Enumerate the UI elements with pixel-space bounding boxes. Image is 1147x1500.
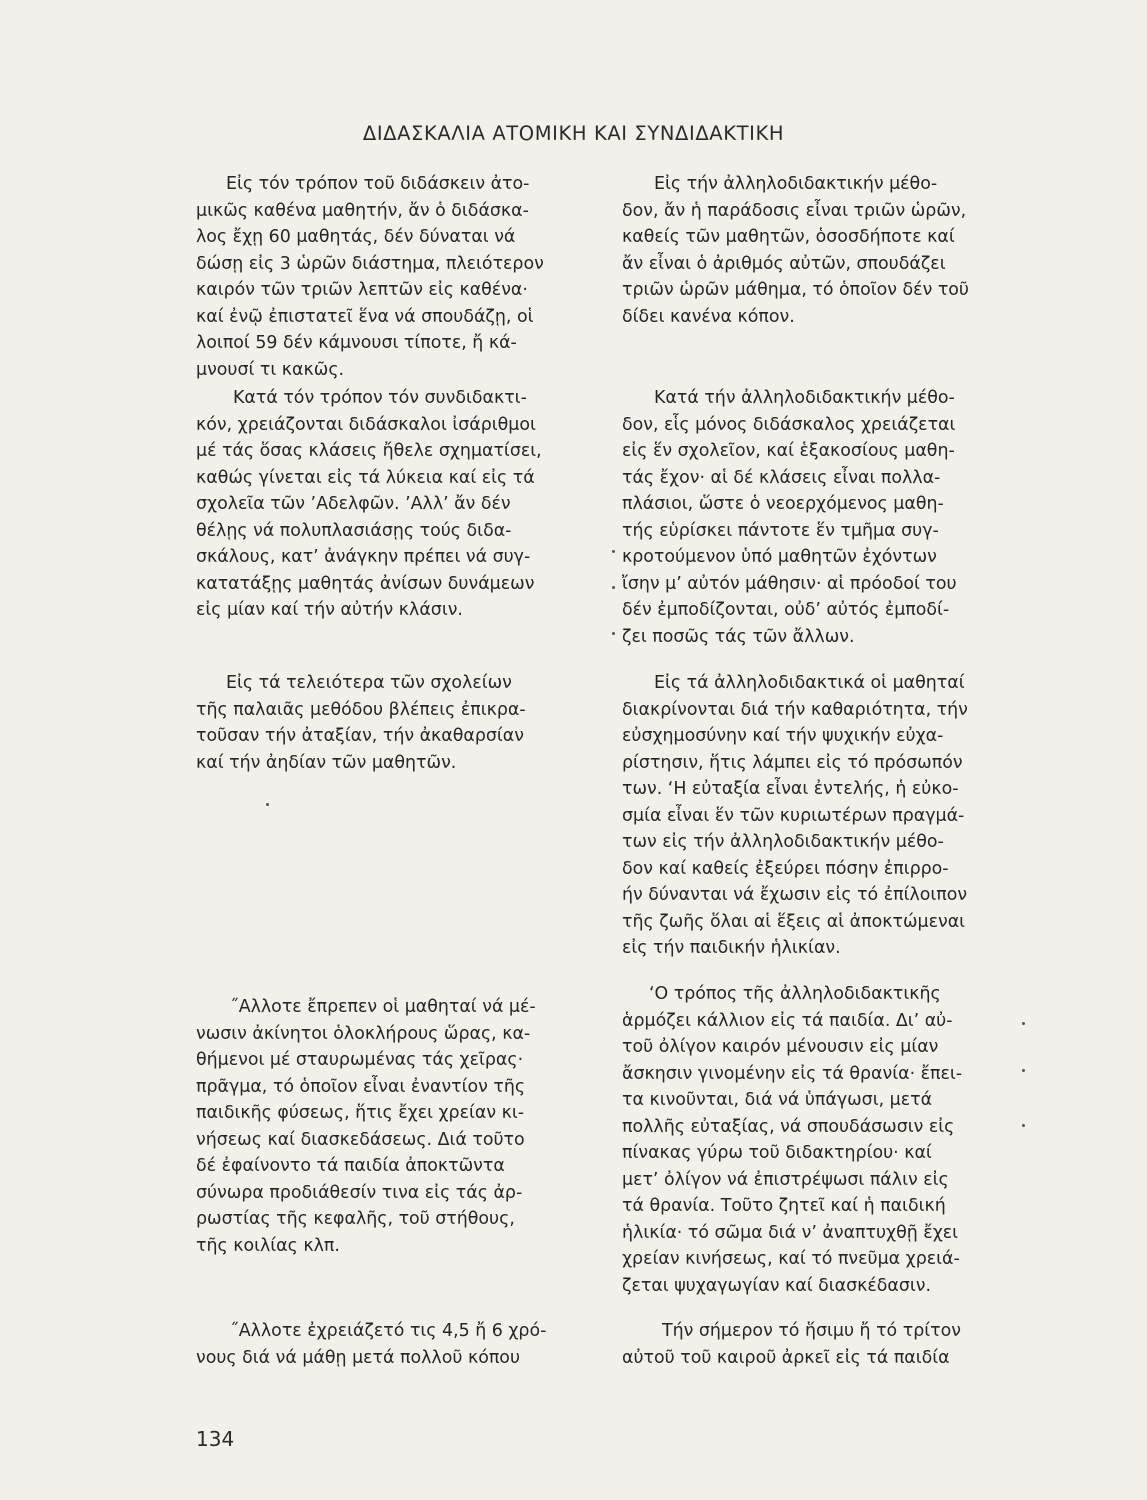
text-line: ˝Αλλοτε ἐχρειάζετό τις 4,5 ἤ 6 χρό-: [230, 1321, 547, 1341]
right-paragraph-2: [622, 385, 1032, 650]
text-line: τοῦ ὀλίγον καιρόν μένουσιν εἰς μίαν: [622, 1037, 939, 1057]
text-line: τοῦσαν τήν ἀταξίαν, τήν ἀκαθαρσίαν: [196, 726, 524, 746]
text-line: δον, εἷς μόνος διδάσκαλος χρειάζεται: [622, 414, 956, 435]
text-line: δώσῃ εἰς 3 ὡρῶν διάστημα, πλειότερον: [196, 253, 544, 274]
right-paragraph-4: [622, 981, 1032, 1299]
text-line: θέλῃς νά πολυπλασιάσῃς τούς διδα-: [196, 520, 512, 541]
scan-speck: [1022, 1124, 1025, 1127]
text-line: κόν, χρειάζονται διδάσκαλοι ἰσάριθμοι: [196, 414, 536, 435]
scan-speck: [612, 586, 615, 589]
left-paragraph-2: [196, 385, 596, 624]
right-paragraph-3: [622, 670, 1032, 962]
text-line: ἁρμόζει κάλλιον εἰς τά παιδία. Δι’ αὐ-: [622, 1010, 953, 1031]
text-line: τά θρανία. Τοῦτο ζητεῖ καί ἡ παιδική: [622, 1196, 946, 1216]
scan-speck: [266, 803, 269, 806]
text-line: λος ἔχῃ 60 μαθητάς, δέν δύναται νά: [196, 227, 516, 247]
text-line: τῆς ζωῆς ὅλαι αἱ ἕξεις αἱ ἀποκτώμεναι: [622, 911, 966, 932]
text-line: μικῶς καθένα μαθητήν, ἄν ὁ διδάσκα-: [196, 200, 529, 221]
text-line: μετ’ ὀλίγον νά ἐπιστρέψωσι πάλιν εἰς: [622, 1169, 949, 1190]
text-line: διακρίνονται διά τήν καθαριότητα, τήν: [622, 699, 968, 720]
text-line: καθώς γίνεται εἰς τά λύκεια καί εἰς τά: [196, 467, 535, 488]
text-line: καί ἐνῷ ἐπιστατεῖ ἕνα νά σπουδάζῃ, οἱ: [196, 306, 534, 327]
text-line: ἄν εἶναι ὁ ἀριθμός αὐτῶν, σπουδάζει: [622, 253, 946, 274]
text-line: μέ τάς ὅσας κλάσεις ἤθελε σχηματίσει,: [196, 441, 542, 461]
text-line: Τήν σήμερον τό ἥσιμυ ἤ τό τρίτον: [662, 1321, 961, 1341]
text-line: ‘Ο τρόπος τῆς ἀλληλοδιδακτικῆς: [649, 984, 941, 1004]
text-line: μνουσί τι κακῶς.: [196, 359, 345, 380]
text-line: τῆς κοιλίας κλπ.: [196, 1235, 340, 1256]
text-line: αὐτοῦ τοῦ καιροῦ ἀρκεῖ εἰς τά παιδία: [622, 1347, 950, 1368]
text-line: ρίστησιν, ἥτις λάμπει εἰς τό πρόσωπόν: [622, 752, 963, 773]
text-line: Κατά τήν ἀλληλοδιδακτικήν μέθο-: [654, 388, 955, 408]
text-line: ήν δύνανται νά ἔχωσιν εἰς τό ἐπίλοιπον: [622, 885, 968, 905]
text-line: νους διά νά μάθῃ μετά πολλοῦ κόπου: [196, 1347, 521, 1368]
text-line: κατατάξῃς μαθητάς ἀνίσων δυνάμεων: [196, 573, 535, 594]
text-line: παιδικῆς φύσεως, ἥτις ἔχει χρείαν κι-: [196, 1103, 524, 1123]
text-line: Κατά τόν τρόπον τόν συνδιδακτι-: [233, 388, 527, 408]
text-line: τής εὑρίσκει πάντοτε ἕν τμῆμα συγ-: [622, 520, 939, 541]
text-line: καιρόν τῶν τριῶν λεπτῶν εἰς καθένα·: [196, 280, 528, 300]
scan-speck: [612, 632, 615, 635]
text-line: ἴσην μ’ αὐτόν μάθησιν· αἱ πρόοδοί του: [622, 573, 957, 594]
scan-speck: [1022, 1022, 1025, 1025]
right-paragraph-1: [622, 171, 1032, 330]
text-line: εἰς ἕν σχολεῖον, καί ἑξακοσίους μαθη-: [622, 441, 955, 461]
text-line: Εἰς τήν ἀλληλοδιδακτικήν μέθο-: [654, 174, 938, 194]
text-line: εἰς μίαν καί τήν αὐτήν κλάσιν.: [196, 600, 463, 620]
text-line: κροτούμενον ὑπό μαθητῶν ἐχόντων: [622, 547, 937, 567]
text-line: σχολεῖα τῶν ’Αδελφῶν. ’Αλλ’ ἄν δέν: [196, 494, 511, 514]
text-line: καί τήν ἀηδίαν τῶν μαθητῶν.: [196, 752, 457, 773]
text-line: πολλῆς εὐταξίας, νά σπουδάσωσιν εἰς: [622, 1116, 955, 1137]
text-line: των. ‘Η εὐταξία εἶναι ἐντελής, ἡ εὐκο-: [622, 779, 959, 799]
text-line: δον, ἄν ἡ παράδοσις εἶναι τριῶν ὡρῶν,: [622, 200, 967, 221]
text-line: ἄσκησιν γινομένην εἰς τά θρανία· ἔπει-: [622, 1063, 963, 1084]
text-line: Εἰς τά τελειότερα τῶν σχολείων: [226, 673, 512, 693]
text-line: νήσεως καί διασκεδάσεως. Διά τοῦτο: [196, 1129, 525, 1150]
text-line: ἡλικία· τό σῶμα διά ν’ ἀναπτυχθῇ ἔχει: [622, 1222, 959, 1243]
text-line: ζεται ψυχαγωγίαν καί διασκέδασιν.: [622, 1275, 932, 1296]
text-line: ζει ποσῶς τάς τῶν ἄλλων.: [622, 626, 855, 647]
text-line: Εἰς τά ἀλληλοδιδακτικά οἱ μαθηταί: [654, 673, 965, 693]
text-line: καθείς τῶν μαθητῶν, ὁσοσδήποτε καί: [622, 227, 955, 247]
text-line: πρᾶγμα, τό ὁποῖον εἶναι ἐναντίον τῆς: [196, 1076, 526, 1097]
text-line: τριῶν ὡρῶν μάθημα, τό ὁποῖον δέν τοῦ: [622, 280, 969, 300]
page-title: ΔΙΔΑΣΚΑΛΙΑ ΑΤΟΜΙΚΗ ΚΑΙ ΣΥΝΔΙΔΑΚΤΙΚΗ: [362, 122, 785, 145]
text-line: δίδει κανένα κόπον.: [622, 306, 795, 327]
scan-speck: [1022, 1069, 1025, 1072]
text-line: τα κινοῦνται, διά νά ὑπάγωσι, μετά: [622, 1090, 933, 1110]
text-line: εὐσχημοσύνην καί τήν ψυχικήν εὐχα-: [622, 726, 944, 746]
text-line: δον καί καθείς ἐξεύρει πόσην ἐπιρρο-: [622, 858, 949, 879]
text-line: δέ ἐφαίνοντο τά παιδία ἀποκτῶντα: [196, 1156, 505, 1176]
page-number: 134: [196, 1427, 235, 1451]
left-paragraph-1: [196, 171, 596, 383]
text-line: τάς ἔχον· αἱ δέ κλάσεις εἶναι πολλα-: [622, 467, 941, 488]
text-line: πίνακας γύρω τοῦ διδακτηρίου· καί: [622, 1143, 932, 1163]
left-paragraph-5: [196, 1318, 596, 1371]
text-line: θήμενοι μέ σταυρωμένας τάς χεῖρας·: [196, 1050, 524, 1070]
text-line: ˝Αλλοτε ἔπρεπεν οἱ μαθηταί νά μέ-: [230, 997, 536, 1017]
text-line: σύνωρα προδιάθεσίν τινα εἰς τάς ἀρ-: [196, 1182, 523, 1203]
scan-speck: [612, 550, 615, 553]
right-paragraph-5: [622, 1318, 1032, 1371]
text-line: πλάσιοι, ὥστε ὁ νεοερχόμενος μαθη-: [622, 494, 944, 514]
text-line: χρείαν κινήσεως, καί τό πνεῦμα χρειά-: [622, 1249, 960, 1269]
text-line: ρωστίας τῆς κεφαλῆς, τοῦ στήθους,: [196, 1209, 515, 1229]
text-line: νωσιν ἀκίνητοι ὁλοκλήρους ὥρας, κα-: [196, 1023, 531, 1044]
left-paragraph-3: [196, 670, 596, 776]
text-line: δέν ἐμποδίζονται, οὐδ’ αὐτός ἐμποδί-: [622, 600, 950, 620]
text-line: τῆς παλαιᾶς μεθόδου βλέπεις ἐπικρα-: [196, 699, 526, 720]
text-line: εἰς τήν παιδικήν ἡλικίαν.: [622, 938, 841, 958]
text-line: λοιποί 59 δέν κάμνουσι τίποτε, ἤ κά-: [196, 333, 517, 353]
text-line: των εἰς τήν ἀλληλοδιδακτικήν μέθο-: [622, 832, 944, 852]
text-line: Εἰς τόν τρόπον τοῦ διδάσκειν ἀτο-: [226, 174, 530, 194]
left-paragraph-4: [196, 994, 596, 1259]
text-line: σκάλους, κατ’ ἀνάγκην πρέπει νά συγ-: [196, 547, 531, 567]
text-line: σμία εἶναι ἕν τῶν κυριωτέρων πραγμά-: [622, 805, 965, 826]
